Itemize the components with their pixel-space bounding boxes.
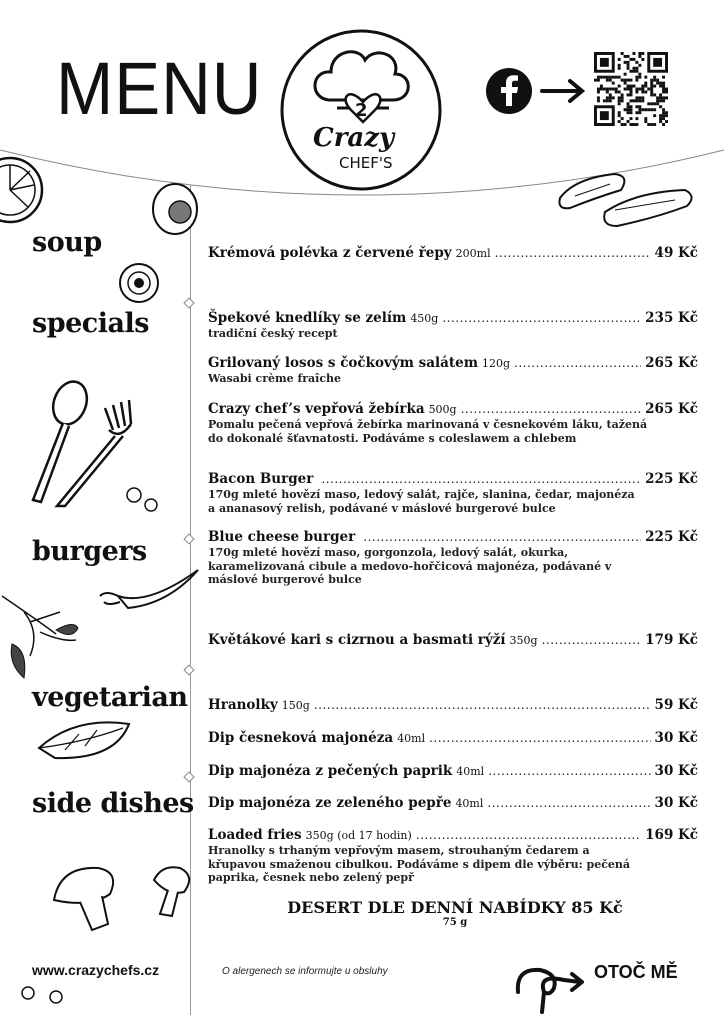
divider-marker [183, 533, 194, 544]
kiwi-icon [118, 262, 160, 304]
menu-item: Špekové knedlíky se zelím 450g ..... 235 Kč tradiční český recept [208, 311, 698, 341]
menu-item: Grilovaný losos s čočkovým salátem 120g ..... 265 Kč Wasabi crème fraîche [208, 356, 698, 386]
divider-marker [183, 297, 194, 308]
herb-leaf-icon [0, 592, 80, 680]
turn-over-label: OTOČ MĚ [594, 962, 678, 982]
arrow-right-icon [540, 76, 586, 106]
category-specials: specials [32, 308, 149, 339]
pea-icon [20, 985, 66, 1009]
menu-item: Dip česneková majonéza 40ml ..... 30 Kč [208, 731, 698, 746]
menu-item: Dip majonéza z pečených paprik 40ml ..... 30 Kč [208, 764, 698, 779]
pea-icon [125, 485, 161, 515]
website-link[interactable]: www.crazychefs.cz [32, 962, 160, 978]
category-soup: soup [32, 227, 102, 258]
curved-arrow-icon [514, 962, 590, 1014]
divider-marker [183, 771, 194, 782]
menu-item: Loaded fries 350g (od 17 hodin) ..... 169 Kč Hranolky s trhaným vepřovým masem, strouhaným čedarem a křupavou smaženou cibulkou. Podáváme s dipem dle výběru: pečená paprika, česnek nebo zelený pepř [208, 828, 698, 885]
qr-code-icon[interactable] [594, 52, 668, 126]
svg-text:2: 2 [355, 100, 368, 121]
menu-item: Hranolky 150g ..... 59 Kč [208, 698, 698, 713]
allergen-note: O alergenech se informujte u obsluhy [222, 966, 388, 977]
menu-item: Květákové kari s cizrnou a basmati rýží 350g ..... 179 Kč [208, 633, 698, 648]
spinach-leaf-icon [35, 720, 131, 765]
facebook-icon[interactable] [486, 68, 532, 114]
mushroom-icon [50, 860, 200, 936]
lemon-slice-icon [0, 155, 50, 235]
dessert-offer: DESERT DLE DENNÍ NABÍDKY 85 Kč [287, 898, 623, 917]
divider-marker [183, 664, 194, 675]
menu-item: Crazy chef’s vepřová žebírka 500g ..... 265 Kč Pomalu pečená vepřová žebírka marinovaná v česnekovém láku, tažená do dokonalé šťavnatosti. Podáváme s coleslawem a chlebem [208, 402, 698, 445]
egg-icon [150, 182, 200, 237]
category-side-dishes: side dishes [32, 788, 194, 819]
logo-chefs: CHEF'S [339, 154, 393, 172]
carrot-icon [98, 566, 203, 616]
menu-item: Dip majonéza ze zeleného pepře 40ml ..... 30 Kč [208, 796, 698, 811]
category-burgers: burgers [32, 536, 147, 567]
logo-crazy: Crazy [313, 123, 395, 153]
menu-item: Blue cheese burger ..... 225 Kč 170g mleté hovězí maso, gorgonzola, ledový salát, okurka, karamelizovaná cibule a medovo-hořčicová majonéza, podávané v máslové burgerové bulce [208, 530, 698, 587]
menu-title: MENU [56, 47, 263, 130]
zucchini-icon [555, 168, 700, 228]
menu-item: Krémová polévka z červené řepy 200ml ..... 49 Kč [208, 246, 698, 261]
menu-item: Bacon Burger ..... 225 Kč 170g mleté hovězí maso, ledový salát, rajče, slanina, čedar, majonéza a ananasový relish, podávané v máslové burgerové bulce [208, 472, 698, 515]
logo [279, 28, 443, 192]
category-vegetarian: vegetarian [32, 682, 188, 713]
dessert-weight: 75 g [442, 917, 468, 928]
